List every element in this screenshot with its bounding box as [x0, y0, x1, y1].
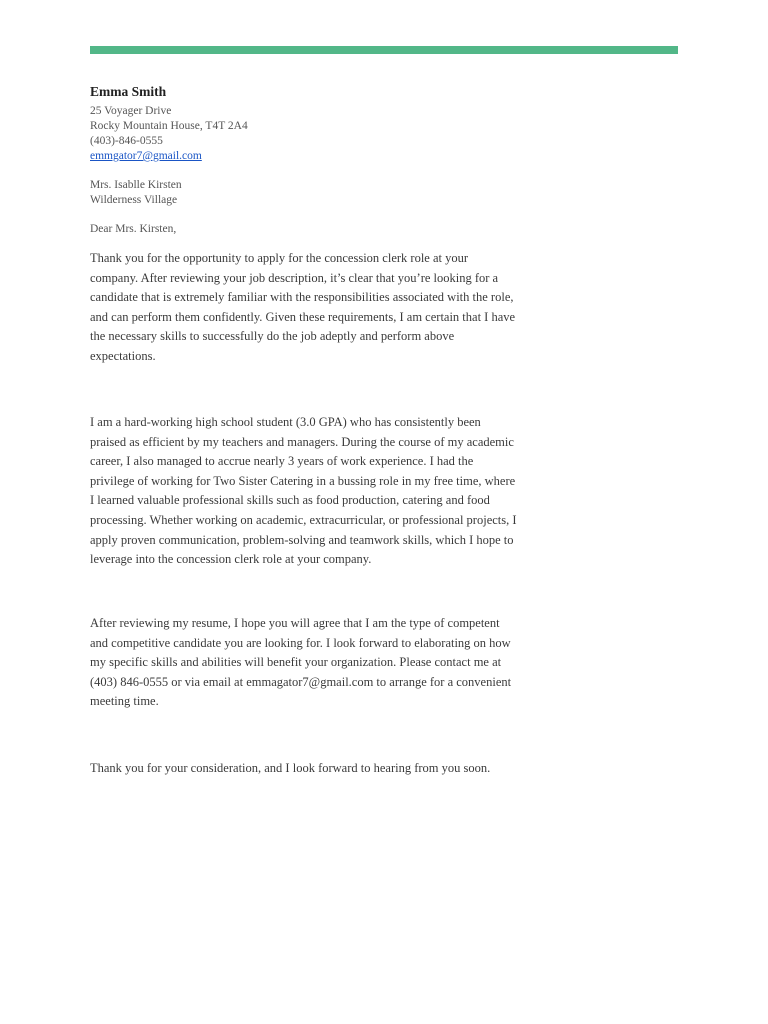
paragraph-line: and can perform them confidently. Given these requirements, I am certain that I have: [90, 309, 516, 324]
recipient-block: [90, 178, 182, 208]
recipient-company: Wilderness Village: [90, 194, 178, 206]
paragraph-line: processing. Whether working on academic, extracurricular, or professional projects, I: [90, 512, 517, 527]
paragraph-line: career, I also managed to accrue nearly 3 years of work experience. I had the: [90, 454, 474, 469]
paragraph-line: and competitive candidate you are looking for. I look forward to elaborating on how: [90, 635, 511, 650]
paragraph-line: I learned valuable professional skills such as food production, catering and food: [90, 493, 490, 508]
paragraph-line: praised as efficient by my teachers and managers. During the course of my academic: [90, 434, 514, 449]
paragraph-line: privilege of working for Two Sister Catering in a bussing role in my free time, where: [90, 473, 516, 488]
paragraph-line: company. After reviewing your job description, it’s clear that you’re looking for a: [90, 270, 499, 285]
paragraph-line: After reviewing my resume, I hope you will agree that I am the type of competent: [90, 616, 500, 630]
paragraph-line: expectations.: [90, 348, 156, 363]
sender-phone: (403)-846-0555: [90, 135, 163, 147]
sender-name: Emma Smith: [90, 84, 167, 99]
body-paragraph-1: [90, 249, 570, 367]
sender-address-line1: 25 Voyager Drive: [90, 105, 172, 117]
paragraph-line: I am a hard-working high school student (3.0 GPA) who has consistently been: [90, 415, 481, 429]
paragraph-line: apply proven communication, problem-solving and teamwork skills, which I hope to: [90, 532, 514, 547]
paragraph-line: leverage into the concession clerk role at your company.: [90, 552, 372, 567]
sender-address-line2: Rocky Mountain House, T4T 2A4: [90, 120, 248, 132]
sender-contact-block: [90, 104, 248, 164]
accent-bar: [90, 46, 678, 54]
recipient-name: Mrs. Isablle Kirsten: [90, 179, 182, 191]
body-paragraph-3: [90, 614, 570, 712]
salutation: Dear Mrs. Kirsten,: [90, 223, 177, 235]
body-paragraph-2: [90, 413, 570, 570]
closing-paragraph: [90, 759, 570, 779]
paragraph-line: my specific skills and abilities will benefit your organization. Please contact me at: [90, 655, 502, 670]
paragraph-line: the necessary skills to successfully do the job adeptly and perform above: [90, 329, 455, 344]
paragraph-line: candidate that is extremely familiar with the responsibilities associated with the role,: [90, 290, 514, 305]
paragraph-line: Thank you for the opportunity to apply for the concession clerk role at your: [90, 251, 469, 265]
paragraph-line: Thank you for your consideration, and I look forward to hearing from you soon.: [90, 761, 491, 775]
paragraph-line: (403) 846-0555 or via email at emmagator7@gmail.com to arrange for a convenient: [90, 674, 512, 689]
sender-email-link[interactable]: emmgator7@gmail.com: [90, 150, 202, 162]
paragraph-line: meeting time.: [90, 694, 159, 709]
